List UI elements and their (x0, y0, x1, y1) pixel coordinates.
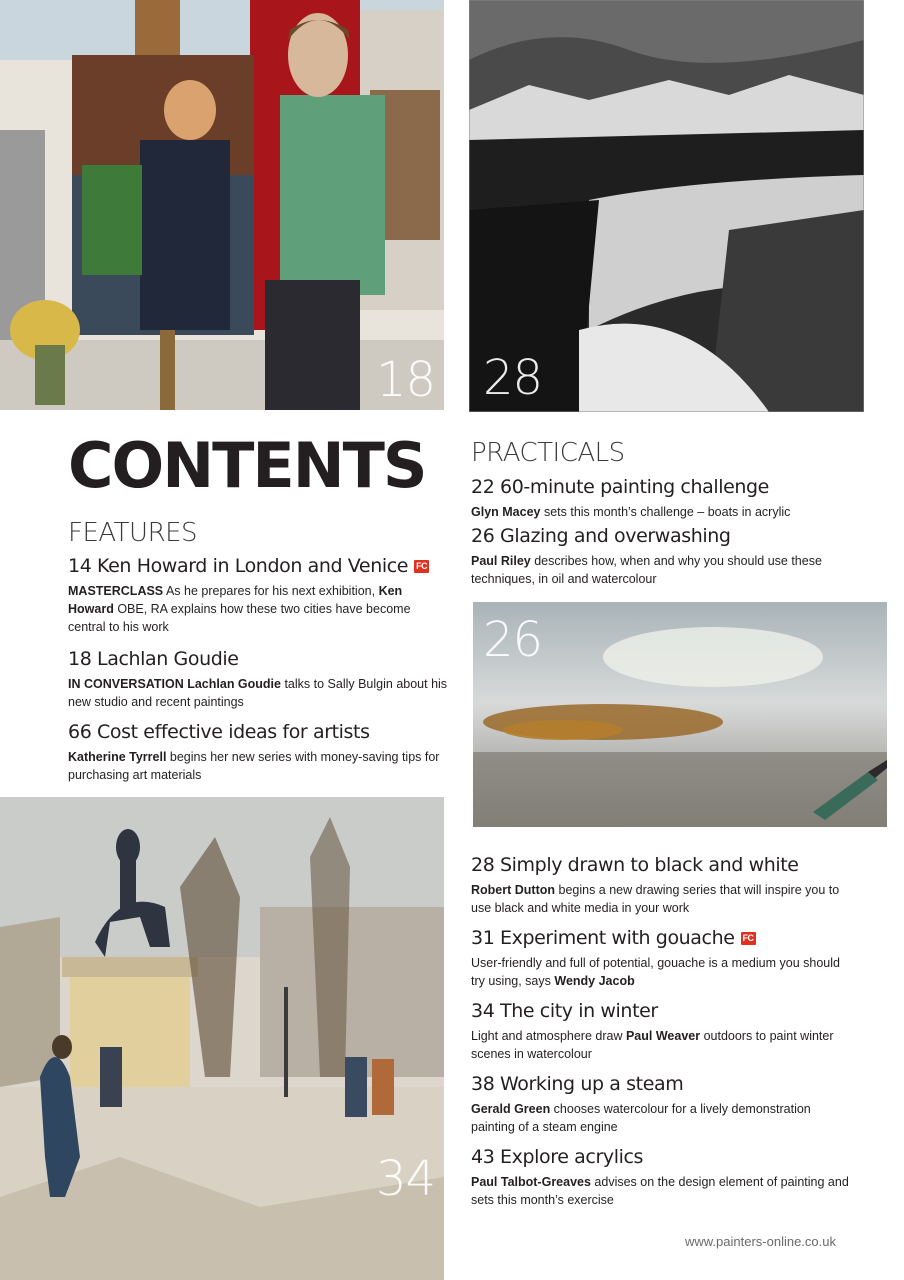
desc-bold-text: Robert Dutton (471, 882, 556, 897)
entry-title-text: 31 Experiment with gouache (471, 927, 735, 949)
desc-text: talks to Sally Bulgin about his new studio and recent paintings (68, 676, 448, 709)
fc-badge: FC (416, 561, 428, 572)
desc-bold-text: Ken Howard (68, 583, 403, 616)
entry-description (68, 675, 448, 711)
entry-title (471, 525, 851, 549)
page-title: CONTENTS (68, 429, 426, 502)
desc-text: sets this month’s challenge – boats in acrylic (540, 504, 791, 519)
entry-title (68, 555, 448, 579)
entry-title (68, 648, 448, 672)
photo-charcoal-landscape (469, 0, 864, 412)
features-heading: FEATURES (68, 518, 198, 548)
entry-description (471, 1027, 851, 1063)
entry-title (471, 1146, 851, 1170)
page-number-18: 18 (376, 352, 436, 408)
entry-description (471, 552, 851, 588)
practical-entry-black-and-white[interactable] (471, 854, 851, 917)
photo-glazing-sky (473, 602, 887, 827)
practicals-heading: PRACTICALS (471, 438, 625, 468)
desc-text: As he prepares for his next exhibition, (163, 583, 379, 598)
entry-title-text: 34 The city in winter (471, 1000, 658, 1022)
photo-studio-portrait (0, 0, 444, 410)
practical-entry-60-minute[interactable] (471, 476, 851, 521)
desc-bold-text: Paul Riley (471, 553, 531, 568)
entry-title (471, 476, 851, 500)
desc-bold-text: Glyn Macey (471, 504, 541, 519)
practical-entry-gouache[interactable] (471, 927, 851, 990)
desc-bold-text: Gerald Green (471, 1101, 551, 1116)
desc-text: describes how, when and why you should use these techniques, in oil and watercolour (471, 553, 822, 586)
practical-entry-glazing[interactable] (471, 525, 851, 588)
practical-entry-acrylics[interactable] (471, 1146, 851, 1209)
studio-portrait-image (0, 0, 444, 410)
desc-text: begins her new series with money-saving tips for purchasing art materials (68, 749, 440, 782)
desc-text: begins a new drawing series that will inspire you to use black and white media in your work (471, 882, 840, 915)
practical-entry-steam[interactable] (471, 1073, 851, 1136)
desc-bold-text: Wendy Jacob (554, 973, 635, 988)
city-winter-image (0, 797, 444, 1280)
entry-title-text: 28 Simply drawn to black and white (471, 854, 799, 876)
entry-title (471, 927, 851, 951)
entry-description (471, 954, 851, 990)
feature-entry-lachlan-goudie[interactable] (68, 648, 448, 711)
entry-title (471, 854, 851, 878)
entry-description (471, 1173, 851, 1209)
entry-title-text: 66 Cost effective ideas for artists (68, 721, 370, 743)
desc-text: User-friendly and full of potential, gouache is a medium you should try using, says (471, 955, 840, 988)
entry-description (68, 748, 448, 784)
desc-text: Light and atmosphere draw (471, 1028, 626, 1043)
entry-description (471, 503, 851, 521)
photo-city-winter (0, 797, 444, 1280)
entry-title-text: 38 Working up a steam (471, 1073, 684, 1095)
entry-title-text: 14 Ken Howard in London and Venice (68, 555, 409, 577)
desc-bold-text: IN CONVERSATION Lachlan Goudie (68, 676, 281, 691)
page-number-28: 28 (483, 350, 543, 406)
practical-entry-city-winter[interactable] (471, 1000, 851, 1063)
entry-title-text: 18 Lachlan Goudie (68, 648, 239, 670)
desc-bold-text: Paul Weaver (625, 1028, 701, 1043)
entry-title (68, 721, 448, 745)
entry-title-text: 43 Explore acrylics (471, 1146, 644, 1168)
page-number-26: 26 (483, 612, 543, 668)
fc-badge: FC (742, 933, 754, 944)
entry-title (471, 1000, 851, 1024)
entry-title (471, 1073, 851, 1097)
website-link[interactable]: www.painters-online.co.uk (684, 1234, 836, 1249)
desc-text: outdoors to paint winter scenes in watercolour (471, 1028, 834, 1061)
entry-description (471, 1100, 851, 1136)
entry-description (471, 881, 851, 917)
desc-text: chooses watercolour for a lively demonstration painting of a steam engine (471, 1101, 811, 1134)
desc-text: OBE, RA explains how these two cities have become central to his work (68, 601, 411, 634)
entry-description (68, 582, 448, 636)
entry-title-text: 22 60-minute painting challenge (471, 476, 769, 498)
entry-title-text: 26 Glazing and overwashing (471, 525, 731, 547)
desc-bold-text: Katherine Tyrrell (68, 749, 167, 764)
desc-text: advises on the design element of painting and sets this month’s exercise (471, 1174, 849, 1207)
desc-bold-text: Paul Talbot-Greaves (471, 1174, 591, 1189)
feature-entry-cost-effective[interactable] (68, 721, 448, 784)
page-number-34: 34 (376, 1151, 436, 1207)
feature-entry-ken-howard[interactable] (68, 555, 448, 636)
desc-bold-text: MASTERCLASS (68, 583, 164, 598)
